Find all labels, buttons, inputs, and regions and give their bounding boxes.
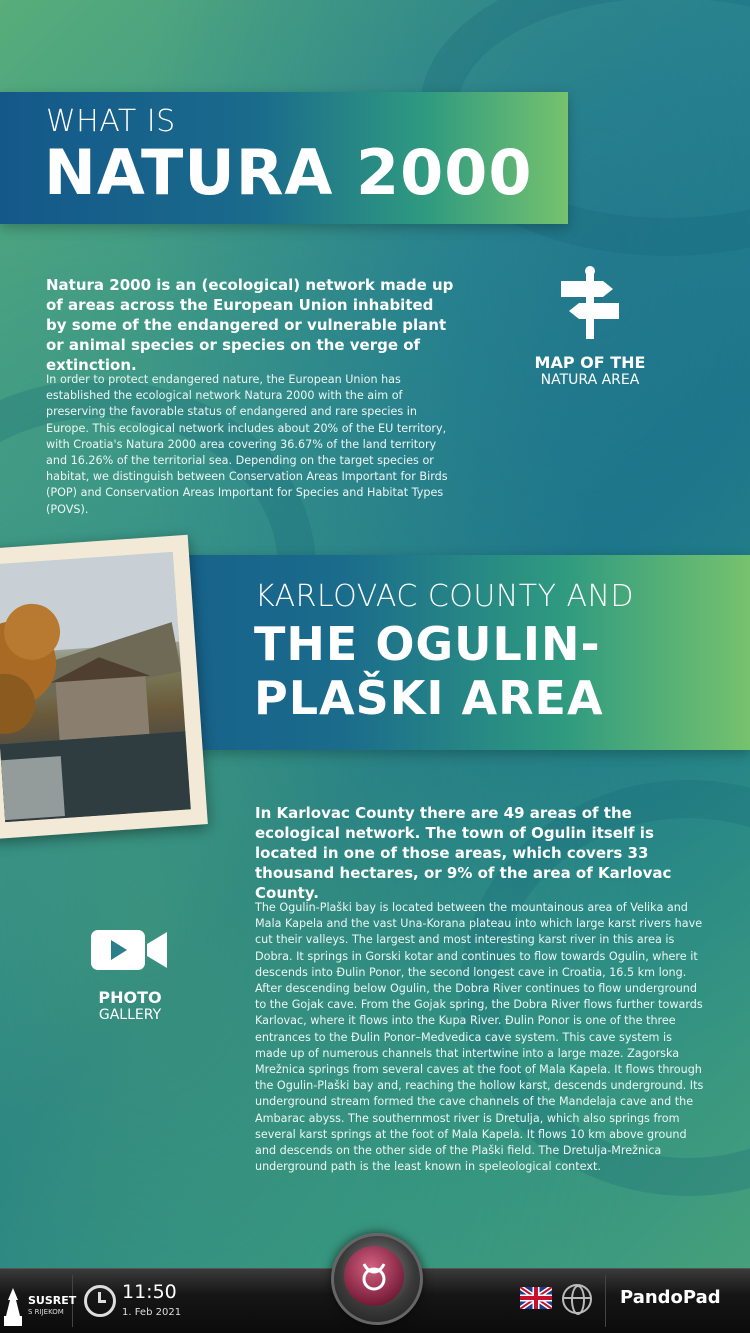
gallery-link-label-2: GALLERY bbox=[98, 1007, 162, 1023]
signpost-icon bbox=[557, 265, 623, 341]
tower-icon bbox=[2, 1288, 24, 1328]
natura-title-banner bbox=[0, 92, 568, 224]
map-link-label-2: NATURA AREA bbox=[540, 372, 640, 388]
clock-time: 11:50 bbox=[122, 1281, 177, 1303]
clock-date: 1. Feb 2021 bbox=[122, 1307, 182, 1318]
globe-icon[interactable] bbox=[562, 1284, 592, 1314]
logo-subtitle: S RIJEKOM bbox=[28, 1308, 64, 1316]
logo-title: SUSRET bbox=[28, 1294, 77, 1307]
banner-title-line-1: THE OGULIN- bbox=[254, 617, 601, 671]
banner-title: NATURA 2000 bbox=[44, 136, 533, 209]
pandopad-logo: PandoPad bbox=[620, 1287, 721, 1308]
ogulin-body-text: The Ogulin-Plaški bay is located between the mountainous area of Velika and Mala Kapela and the vast Una-Korana plateau into which large karst rivers have cut their valleys. The largest and most interesting karst river in this area is Dobra. It springs in Gorski kotar and continues to flow towards Ogulin, where it descends into Đulin Ponor, the second longest cave in Croatia, 16.5 km long. After descending below Ogulin, the Dobra River continues to flow underground to the Gojak cave. From the Gojak spring, the Dobra River flows further towards Karlovac, where it flows into the Kupa River. Đulin Ponor is one of the three entrances to the Đulin Ponor–Medvedica cave system. This cave system is made up of numerous channels that intertwine into a large maze. Zagorska Mrežnica springs from several caves at the foot of Mala Kapela. It flows through the Ogulin-Plaški bay and, reaching the hollow karst, descends underground. Its underground stream formed the cave channels of the Mandelaja cave and the Ambarac abyss. The southernmost river is Dretulja, which also springs from several karst springs at the foot of Mala Kapela. It flows 10 km above ground and descends on the other side of the Plaški field. The Dretulja-Mrežnica underground path is the least known in speleological context. bbox=[255, 901, 704, 1174]
natura-body-text: In order to protect endangered nature, the European Union has established the ecological network Natura 2000 with the aim of preserving the favorable status of endangered and rare species in Europe. This ecological network includes about 20% of the EU territory, with Croatia's Natura 2000 area covering 36.67% of the land territory and 16.26% of the territorial sea. Depending on the target species or habitat, we distinguish between Conservation Areas Important for Birds (POP) and Conservation Areas Important for Species and Habitat Types (POVS). bbox=[46, 373, 448, 516]
natura-lead-text: Natura 2000 is an (ecological) network made up of areas across the European Union inhabited by some of the endangered or vulnerable plant or animal species or species on the verge of extinction. bbox=[46, 276, 454, 374]
video-camera-icon bbox=[91, 930, 169, 970]
home-icon bbox=[344, 1246, 404, 1306]
map-of-natura-area-link[interactable] bbox=[525, 265, 655, 388]
banner-title-line-2: PLAŠKI AREA bbox=[254, 671, 604, 725]
mill-photo bbox=[0, 535, 208, 840]
banner-subtitle: KARLOVAC COUNTY AND bbox=[255, 579, 635, 614]
map-link-label-1: MAP OF THE bbox=[534, 353, 646, 372]
mill-photo-image bbox=[0, 552, 191, 822]
clock-icon bbox=[84, 1285, 116, 1317]
uk-flag-icon[interactable] bbox=[520, 1287, 552, 1309]
banner-subtitle: WHAT IS bbox=[46, 104, 176, 139]
gallery-link-label-1: PHOTO bbox=[98, 988, 162, 1007]
photo-gallery-link[interactable] bbox=[80, 930, 180, 1023]
ogulin-lead-text: In Karlovac County there are 49 areas of the ecological network. The town of Ogulin itself is located in one of those areas, which covers 33 thousand hectares, or 9% of the area of Karlovac County. bbox=[255, 804, 672, 902]
home-button[interactable] bbox=[331, 1233, 423, 1325]
susret-logo bbox=[2, 1288, 77, 1328]
divider bbox=[605, 1275, 606, 1327]
